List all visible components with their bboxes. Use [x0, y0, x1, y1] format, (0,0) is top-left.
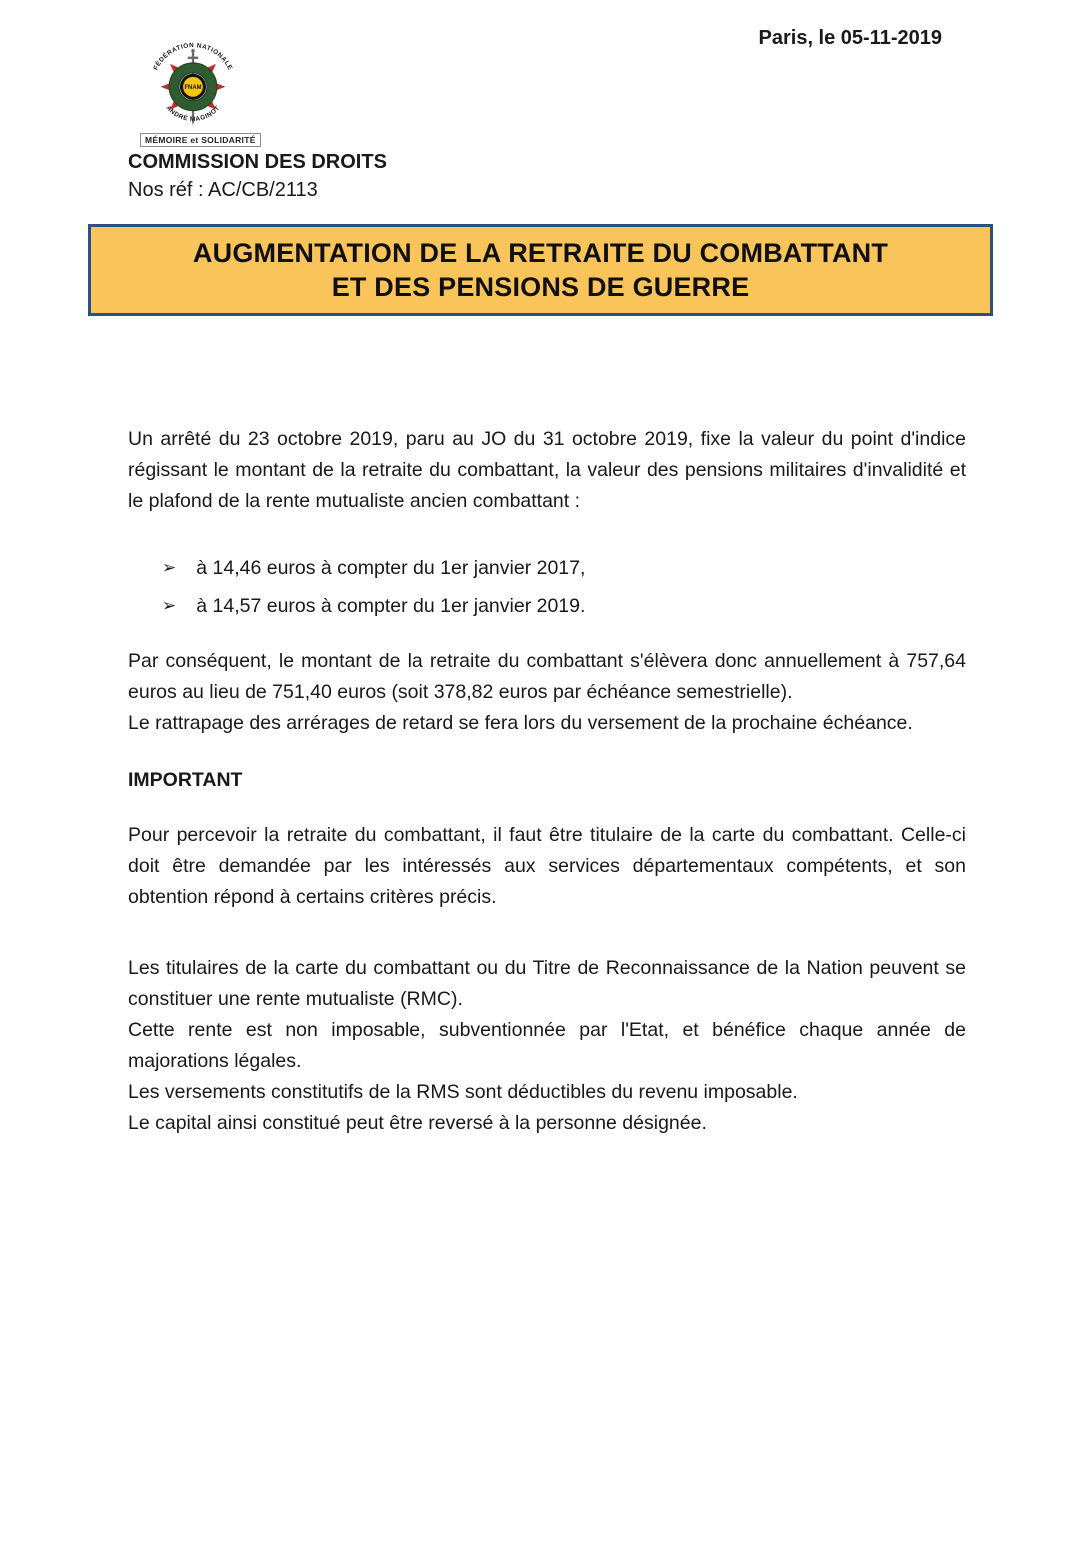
- rente-line: Le capital ainsi constitué peut être reversé à la personne désignée.: [128, 1112, 707, 1134]
- fnam-emblem-icon: [145, 40, 241, 130]
- important-heading: IMPORTANT: [128, 769, 243, 791]
- fnam-logo: [140, 40, 256, 148]
- consequence-arrears: Le rattrapage des arrérages de retard se fera lors du versement de la prochaine échéance.: [128, 712, 913, 734]
- arrow-bullet-icon: ➢: [162, 558, 177, 578]
- logo-top-arc-text: FÉDÉRATION NATIONALE: [152, 42, 234, 72]
- title-banner: [88, 224, 993, 316]
- list-item: [162, 553, 966, 584]
- paragraph-consequence: [128, 646, 966, 739]
- document-body: [128, 424, 966, 1139]
- logo-bottom-arc-text: ANDRÉ MAGINOT: [164, 104, 222, 124]
- rente-line: Les versements constitutifs de la RMS sont déductibles du revenu imposable.: [128, 1081, 798, 1103]
- banner-line-2: ET DES PENSIONS DE GUERRE: [331, 272, 750, 302]
- paragraph-rente-mutualiste: [128, 953, 966, 1139]
- commission-title: COMMISSION DES DROITS: [128, 151, 387, 173]
- banner-line-1: AUGMENTATION DE LA RETRAITE DU COMBATTANT: [192, 238, 889, 268]
- reference-line: Nos réf : AC/CB/2113: [128, 179, 318, 201]
- logo-caption: MÉMOIRE et SOLIDARITÉ: [140, 133, 261, 147]
- sender-identification: [128, 148, 387, 204]
- bullet-list: [128, 553, 966, 622]
- consequence-amounts: Par conséquent, le montant de la retraite du combattant s'élèvera donc annuellement à 757,64 euros au lieu de 751,40 euros (soit 378,82 euros par échéance semestrielle).: [128, 650, 966, 703]
- bullet-text: à 14,46 euros à compter du 1er janvier 2017,: [196, 557, 586, 579]
- list-item: [162, 591, 966, 622]
- bullet-text: à 14,57 euros à compter du 1er janvier 2019.: [196, 595, 586, 617]
- logo-center-text: FNAM: [184, 84, 202, 91]
- paragraph-intro: Un arrêté du 23 octobre 2019, paru au JO du 31 octobre 2019, fixe la valeur du point d'indice régissant le montant de la retraite du combattant, la valeur des pensions militaires d'invalidité et le plafond de la rente mutualiste ancien combattant :: [128, 428, 966, 512]
- arrow-bullet-icon: ➢: [162, 596, 177, 616]
- date-line: Paris, le 05-11-2019: [758, 27, 942, 49]
- rente-line: Les titulaires de la carte du combattant ou du Titre de Reconnaissance de la Nation peuvent se constituer une rente mutualiste (RMC).: [128, 957, 966, 1010]
- paragraph-card-requirement: Pour percevoir la retraite du combattant, il faut être titulaire de la carte du combattant. Celle-ci doit être demandée par les intéressés aux services départementaux compétents, et son obtention répond à certains critères précis.: [128, 824, 966, 908]
- rente-line: Cette rente est non imposable, subventionnée par l'Etat, et bénéfice chaque année de majorations légales.: [128, 1019, 966, 1072]
